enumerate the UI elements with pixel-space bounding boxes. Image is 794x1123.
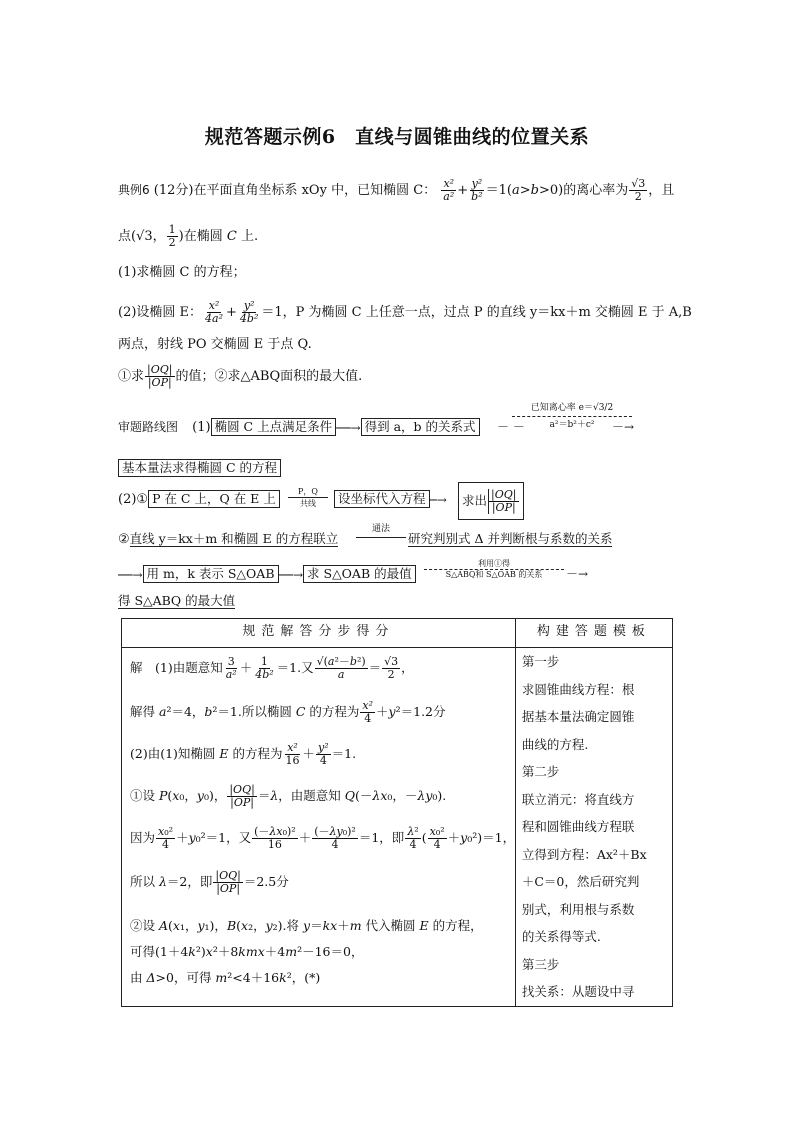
- solution-line: 可得(1＋4k²)x²＋8kmx＋4m²－16＝0，: [130, 944, 364, 959]
- roadmap-row-3: [118, 531, 338, 549]
- template-line: 程和圆锥曲线方程联: [521, 819, 635, 834]
- q2-prefix: (2)设椭圆 E：: [118, 305, 203, 320]
- arrow-right-icon: －→: [612, 420, 635, 434]
- r2-box-1: P 在 C 上，Q 在 E 上: [148, 490, 280, 508]
- roadmap-row-2: [118, 490, 280, 509]
- question-1: (1)求椭圆 C 的方程；: [118, 265, 246, 280]
- question-2-line-3: [118, 364, 362, 389]
- roadmap-row-1: [118, 418, 480, 437]
- r4-box-2: 求 S△OAB 的最值: [303, 565, 416, 583]
- r3-box-2: 研究判别式 Δ 并判断根与系数的关系: [408, 531, 613, 546]
- solution-line: 因为 $\frac{\text{x₀²}}{4}$ ＋y₀²＝1，又 $\frac{\text{(－λx₀)²}}{16}$ ＋ $\frac{\text{(－λy₀)²}}{4}$ ＝1，即 $\frac{\text{λ²}}{4}$ ( $\frac{\text{x₀²}}{4}$ ＋y₀²)＝1，: [130, 825, 516, 851]
- template-line: 第一步: [521, 654, 560, 669]
- r2-note-top: P，Q: [298, 487, 318, 496]
- arrow-icon: ─→: [429, 492, 447, 507]
- r2-box-2-wrap: [334, 490, 447, 509]
- ecc-value: $\frac{√3}{2}$: [631, 177, 646, 203]
- template-line: 立得到方程：Ax²＋Bx: [521, 846, 647, 862]
- r3-arrow-line: [356, 537, 406, 538]
- template-line: 联立消元：将直线方: [521, 791, 635, 807]
- template-line: 曲线的方程.: [521, 736, 589, 752]
- problem-line-1: 典例6 (12分)在平面直角坐标系 xOy 中，已知椭圆 C： $\frac{\text{x²}}{\text{a²}}$ + $\frac{\text{y²}}{\text{b²}}$ ＝1(a>b>0)的离心率为 $\frac{√3}{2}$ ，且: [118, 177, 675, 203]
- arrow-icon: ──→: [278, 567, 304, 582]
- frac-x2-a2: $\frac{\text{x²}}{\text{a²}}$: [443, 177, 455, 203]
- r1-prefix: (1): [192, 420, 211, 435]
- problem-tail: ，且: [648, 183, 675, 198]
- arrow-icon: ──→: [118, 567, 143, 582]
- frac-e-x: $\frac{\text{x²}}{\text{4a²}}$: [205, 299, 224, 325]
- r2-box-3-text: 求出: [462, 493, 488, 508]
- r4-note-bottom: S△ABQ和 S△OAB 的关系: [445, 570, 543, 579]
- frac-y2-b2: $\frac{\text{y²}}{\text{b²}}$: [471, 177, 483, 203]
- r2-prefix: (2)①: [118, 492, 149, 507]
- roadmap-row-1b: [118, 459, 281, 478]
- question-2-line-1: (2)设椭圆 E： $\frac{\text{x²}}{\text{4a²}}$ + $\frac{\text{y²}}{\text{4b²}}$ ＝1，P 为椭圆 C 上任意一点，过点 P 的直线 y＝kx＋m 交椭圆 E 于 A,B: [118, 299, 692, 325]
- solution-line: 解 (1)由题意知 $\frac{3}{\text{a²}}$ ＋ $\frac{1}{\text{4b²}}$ ＝1.又 $\frac{\text{√(a²－b²)}}{a}$ ＝ $\frac{√3}{2}$ ，: [130, 655, 414, 681]
- r3-note-text: 通法: [371, 524, 390, 534]
- ecc-text: 的离心率为: [563, 183, 629, 198]
- problem-label: 典例6: [118, 183, 150, 197]
- template-line: 据基本量法确定圆锥: [521, 709, 635, 724]
- r2-box-3-frac: $\frac{|OQ|}{|OP|}$: [488, 489, 518, 514]
- template-line: 的关系得等式.: [521, 929, 601, 944]
- solution-line: ①设 P(x₀，y₀)， $\frac{|OQ|}{|OP|}$ ＝λ，由题意知 Q(－λx₀，－λy₀).: [130, 783, 447, 809]
- solution-line: 所以 λ＝2，即 $\frac{|OQ|}{|OP|}$ ＝2.5分: [130, 869, 289, 895]
- r1-box-1: 椭圆 C 上点满足条件: [211, 418, 337, 436]
- r2-note: [288, 486, 328, 509]
- template-line: 求圆锥曲线方程：根: [521, 681, 635, 697]
- r1-box-2: 得到 a，b 的关系式: [361, 418, 480, 436]
- template-line: ＋C＝0，然后研究判: [521, 874, 640, 889]
- solution-line: ②设 A(x₁，y₁)，B(x₂，y₂).将 y＝kx＋m 代入椭圆 E 的方程，: [130, 918, 483, 933]
- question-2-line-2: 两点，射线 PO 交椭圆 E 于点 Q.: [118, 337, 312, 352]
- page-title: 规范答题示例6 直线与圆锥曲线的位置关系: [204, 126, 590, 148]
- r4-note-top: 利用①得: [478, 559, 510, 568]
- template-line: 找关系：从题设中寻: [521, 984, 635, 999]
- r1-note-top: 已知离心率 e＝√3/2: [530, 403, 614, 413]
- solution-line: 解得 a²＝4，b²＝1.所以椭圆 C 的方程为 $\frac{\text{x²}}{4}$ ＋y²＝1.2分: [130, 699, 446, 725]
- ratio-oq-op: $\frac{|OQ|}{|OP|}$: [147, 363, 173, 389]
- table-header-left: 规范解答分步得分: [122, 619, 516, 648]
- r2-note-bottom: 共线: [300, 499, 316, 508]
- solution-table: [121, 618, 673, 1007]
- r4-box-1: 用 m，k 表示 S△OAB: [143, 565, 279, 583]
- template-line: 别式，利用根与系数: [521, 901, 635, 917]
- dash-left-icon: － －: [497, 420, 525, 434]
- r2-box-2: 设坐标代入方程: [334, 490, 430, 508]
- roadmap-row-5: [118, 593, 235, 611]
- template-cell: [515, 648, 672, 1007]
- r3-note: [356, 524, 406, 538]
- r3-box-2-wrap: [408, 531, 612, 549]
- table-header-right: 构建答题模板: [515, 619, 672, 648]
- problem-score: (12分): [153, 183, 194, 198]
- r4-note: [424, 559, 564, 580]
- r4-box-3: 得 S△ABQ 的最大值: [118, 593, 236, 608]
- template-line: 第二步: [521, 764, 560, 779]
- arrow-right-icon: －→: [566, 567, 589, 581]
- problem-intro: 在平面直角坐标系 xOy 中，已知椭圆 C：: [193, 183, 437, 198]
- q2-d1: ①求: [118, 369, 145, 384]
- r1-box-3: 基本量法求得椭圆 C 的方程: [118, 459, 281, 477]
- solution-cell: [122, 648, 516, 1007]
- r2-box-3: [458, 482, 524, 520]
- q2-body: ，P 为椭圆 C 上任意一点，过点 P 的直线 y＝kx＋m 交椭圆 E 于 A,B: [282, 305, 692, 320]
- r3-prefix: ②: [118, 532, 130, 547]
- roadmap-label: 审题路线图: [118, 420, 179, 434]
- problem-point: 点(√3， $\frac{1}{2}$ )在椭圆 C 上.: [118, 223, 259, 249]
- roadmap-row-4: [118, 565, 416, 584]
- q2-d2: 的值；②求△ABQ面积的最大值.: [175, 369, 363, 384]
- solution-line: 由 Δ>0，可得 m²<4＋16k²，(*): [130, 970, 321, 985]
- template-line: 第三步: [521, 956, 560, 972]
- solution-line: (2)由(1)知椭圆 E 的方程为 $\frac{\text{x²}}{16}$ ＋ $\frac{\text{y²}}{4}$ ＝1.: [130, 741, 357, 767]
- dashed-arrow-line: [512, 416, 632, 417]
- r1-note-bottom: a²＝b²＋c²: [549, 420, 595, 430]
- r3-box-1: 直线 y＝kx＋m 和椭圆 E 的方程联立: [129, 531, 339, 546]
- frac-e-y: $\frac{\text{y²}}{\text{4b²}}$: [239, 299, 259, 325]
- arrow-icon: ──→: [336, 420, 361, 435]
